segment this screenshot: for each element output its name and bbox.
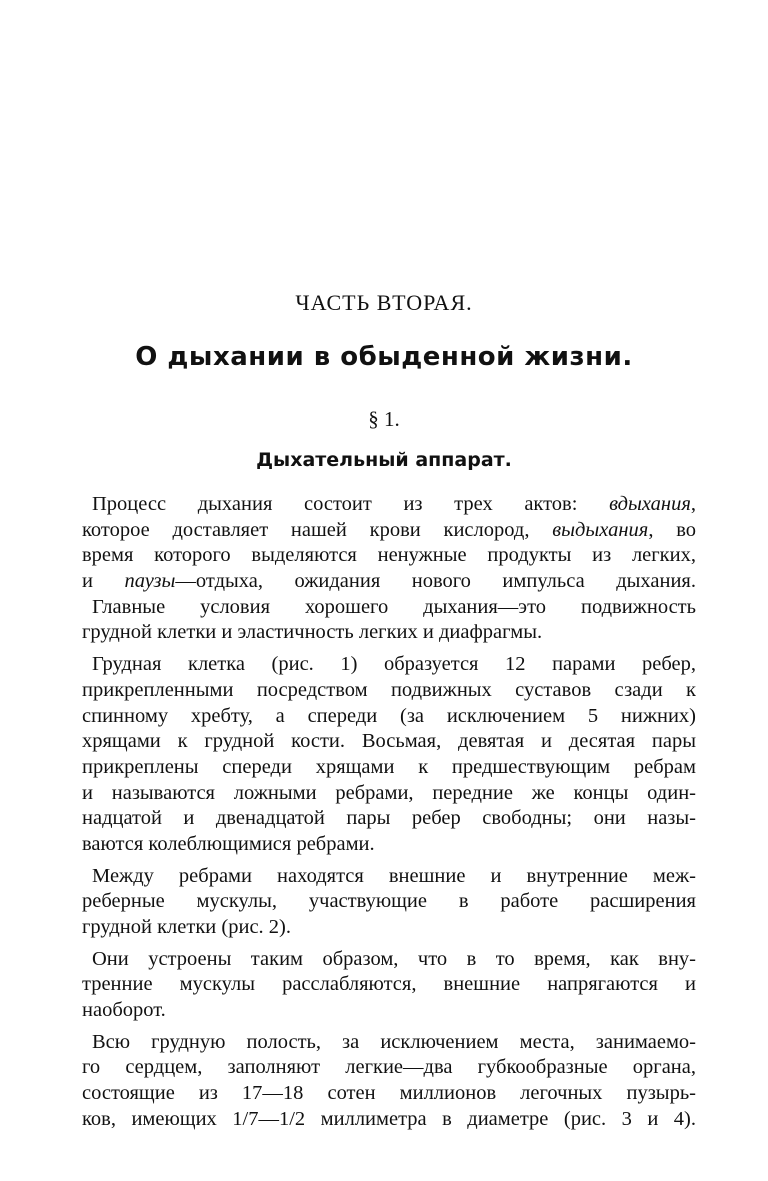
text-line: которое доставляет нашей крови кислород, выдыхания, во (82, 518, 696, 541)
text-line: и называются ложными ребрами, передние же концы один- (82, 781, 696, 804)
text-line: прикрепленными посредством подвижных суставов сзади к (82, 678, 696, 701)
text-line: Процесс дыхания состоит из трех актов: вдыхания, (92, 493, 696, 515)
text-line: и паузы—отдыха, ожидания нового импульса дыхания. (82, 570, 696, 593)
text-line: Всю грудную полость, за исключением места, занимаемо- (92, 1030, 696, 1053)
text-line: спинному хребту, а спереди (за исключением 5 нижних) (82, 704, 696, 727)
text-line: время которого выделяются ненужные продукты из легких, (82, 544, 696, 567)
paragraph (82, 652, 696, 858)
text-line: Главные условия хорошего дыхания—это подвижность (92, 595, 696, 618)
text-line: ваются колеблющимися ребрами. (82, 832, 375, 855)
part-heading: ЧАСТЬ ВТОРАЯ. (295, 290, 473, 315)
section-mark: § 1. (368, 407, 400, 431)
text-line: надцатой и двенадцатой пары ребер свободны; они назы- (82, 807, 696, 830)
paragraph (82, 864, 696, 941)
text-line: хрящами к грудной кости. Восьмая, девятая и десятая пары (82, 730, 696, 753)
italic-term: вдыхания (609, 493, 691, 515)
paragraph (82, 492, 696, 595)
paragraph (82, 1030, 696, 1133)
text-line: реберные мускулы, участвующие в работе расширения (82, 890, 696, 913)
text-line: го сердцем, заполняют легкие—два губкообразные органа, (82, 1056, 696, 1079)
chapter-title: О дыхании в обыденной жизни. (135, 342, 633, 372)
section-title: Дыхательный аппарат. (256, 449, 512, 471)
text-line: грудной клетки и эластичность легких и диафрагмы. (82, 621, 543, 644)
paragraph (82, 595, 696, 646)
text-line: Они устроены таким образом, что в то время, как вну- (92, 947, 696, 970)
text-line: прикреплены спереди хрящами к предшествующим ребрам (82, 755, 696, 778)
text-line: Между ребрами находятся внешние и внутренние меж- (92, 864, 696, 887)
paragraph (82, 947, 696, 1024)
text-line: тренние мускулы расслабляются, внешние напрягаются и (82, 973, 696, 996)
italic-term: паузы (124, 570, 176, 593)
text-line: грудной клетки (рис. 2). (82, 916, 291, 938)
text-line: наоборот. (82, 999, 166, 1022)
italic-term: выдыхания (552, 518, 649, 541)
text-line: состоящие из 17—18 сотен миллионов легочных пузырь- (82, 1082, 696, 1105)
text-line: ков, имеющих 1/7—1/2 миллиметра в диаметре (рис. 3 и 4). (82, 1107, 696, 1130)
body-text (82, 492, 696, 1133)
text-line: Грудная клетка (рис. 1) образуется 12 парами ребер, (92, 653, 696, 676)
